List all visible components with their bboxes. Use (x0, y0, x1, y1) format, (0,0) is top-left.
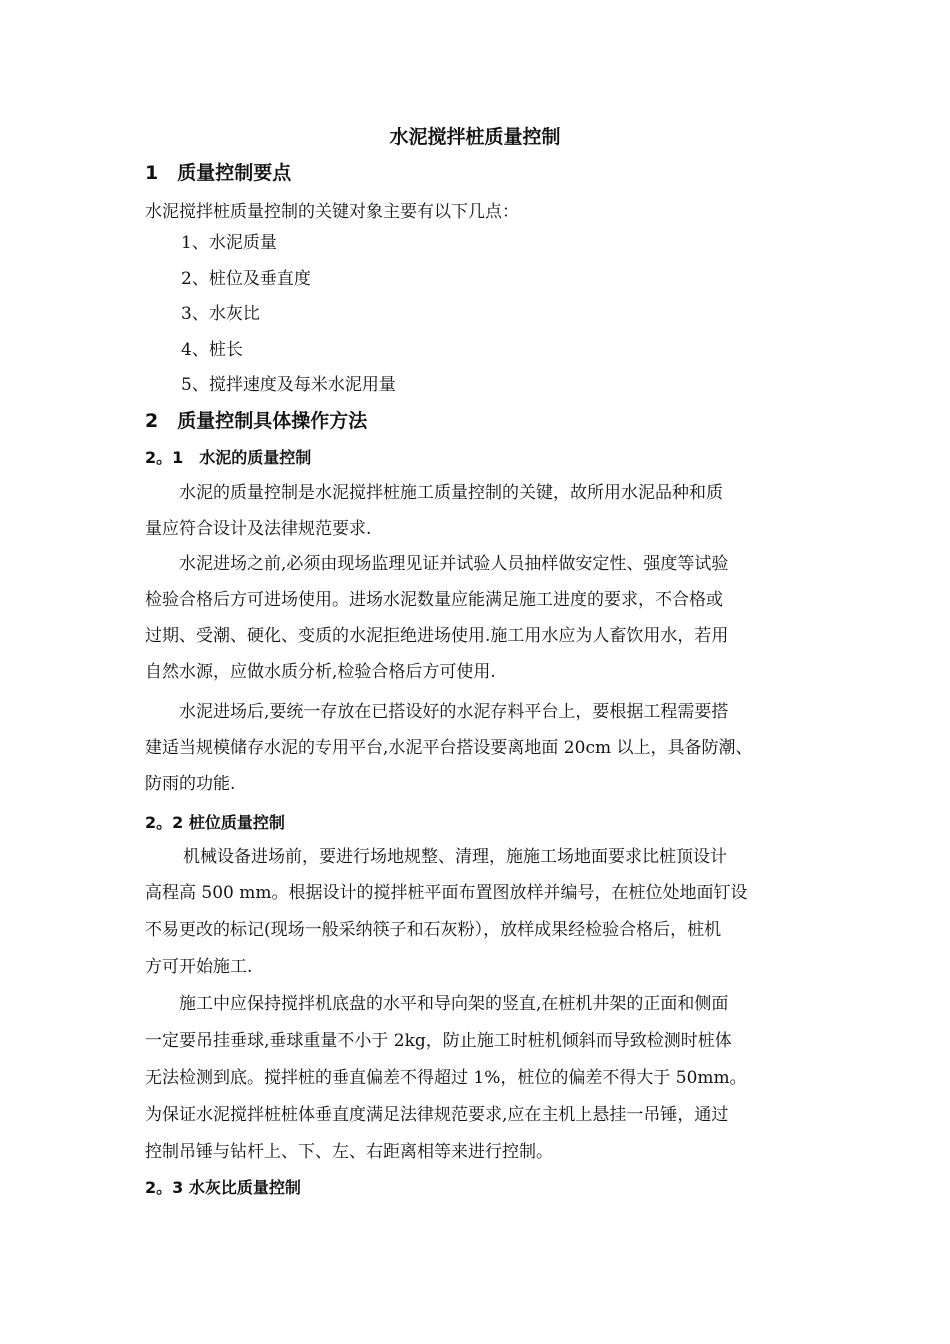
list-item: 5、搅拌速度及每米水泥用量 (181, 375, 396, 395)
document-title: 水泥搅拌桩质量控制 (389, 126, 561, 148)
paragraph-line: 机械设备进场前，要进行场地规整、清理，施施工场地面要求比桩顶设计 (183, 847, 727, 867)
paragraph-line: 无法检测到底。搅拌桩的垂直偏差不得超过 1%，桩位的偏差不得大于 50mm。 (145, 1068, 747, 1088)
list-item: 1、水泥质量 (181, 233, 277, 253)
section-1-intro: 水泥搅拌桩质量控制的关键对象主要有以下几点： (145, 202, 519, 222)
paragraph-line: 高程高 500 mm。根据设计的搅拌桩平面布置图放样并编号，在桩位处地面钉设 (145, 883, 748, 903)
paragraph-line: 量应符合设计及法律规范要求. (145, 519, 372, 539)
paragraph-line: 一定要吊挂垂球,垂球重量不小于 2kg，防止施工时桩机倾斜而导致检测时桩体 (145, 1031, 732, 1051)
paragraph-line: 自然水源，应做水质分析,检验合格后方可使用. (145, 662, 496, 682)
paragraph-line: 方可开始施工. (145, 957, 253, 977)
subsection-2-3-heading: 2。3 水灰比质量控制 (145, 1178, 301, 1197)
list-item: 2、桩位及垂直度 (181, 269, 311, 289)
list-item: 4、桩长 (181, 340, 243, 360)
list-item: 3、水灰比 (181, 304, 260, 324)
subsection-2-2-heading: 2。2 桩位质量控制 (145, 813, 285, 832)
paragraph-line: 过期、受潮、硬化、变质的水泥拒绝进场使用.施工用水应为人畜饮用水，若用 (145, 626, 729, 646)
paragraph-line: 水泥进场之前,必须由现场监理见证并试验人员抽样做安定性、强度等试验 (179, 554, 729, 574)
paragraph-line: 施工中应保持搅拌机底盘的水平和导向架的竖直,在桩机井架的正面和侧面 (179, 994, 729, 1014)
paragraph-line: 建适当规模储存水泥的专用平台,水泥平台搭设要离地面 20cm 以上，具备防潮、 (145, 738, 753, 758)
subsection-2-1-heading: 2。1 水泥的质量控制 (145, 448, 312, 467)
paragraph-line: 水泥进场后,要统一存放在已搭设好的水泥存料平台上，要根据工程需要搭 (179, 702, 729, 722)
paragraph-line: 检验合格后方可进场使用。进场水泥数量应能满足施工进度的要求，不合格或 (145, 590, 723, 610)
paragraph-line: 水泥的质量控制是水泥搅拌桩施工质量控制的关键，故所用水泥品种和质 (179, 483, 723, 503)
paragraph-line: 不易更改的标记(现场一般采纳筷子和石灰粉），放样成果经检验合格后，桩机 (145, 920, 722, 940)
paragraph-line: 控制吊锤与钻杆上、下、左、右距离相等来进行控制。 (145, 1142, 553, 1162)
section-1-heading: 1 质量控制要点 (145, 162, 292, 184)
paragraph-line: 为保证水泥搅拌桩桩体垂直度满足法律规范要求,应在主机上悬挂一吊锤，通过 (145, 1105, 729, 1125)
section-2-heading: 2 质量控制具体操作方法 (145, 410, 368, 432)
paragraph-line: 防雨的功能. (145, 774, 236, 794)
